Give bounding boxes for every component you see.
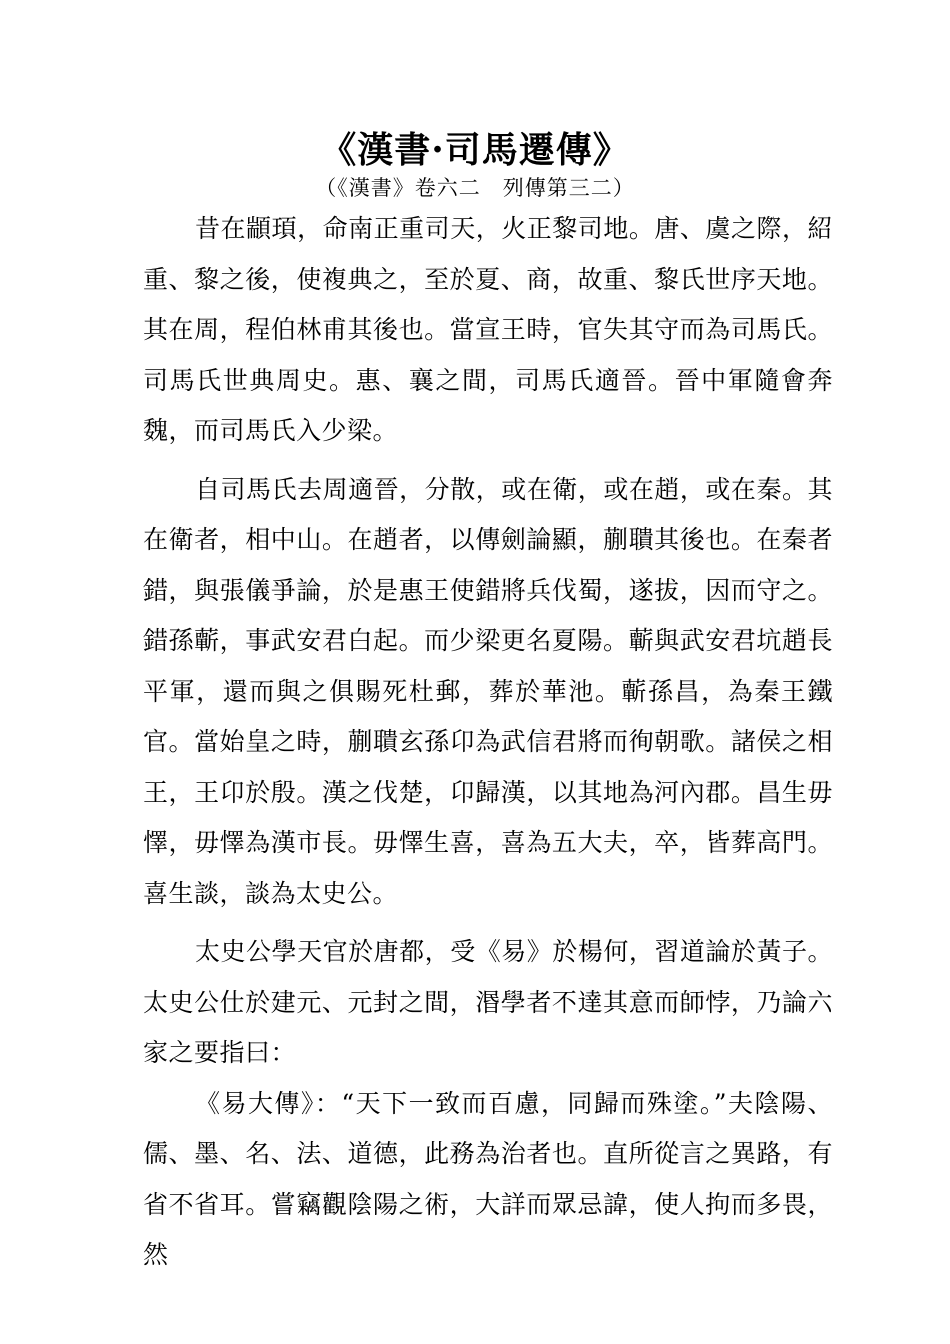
paragraph-2: 自司馬氏去周適晉，分散，或在衛，或在趙，或在秦。其在衛者，相中山。在趙者，以傳劍論顯，蒯聵其後也。在秦者錯，與張儀爭論，於是惠王使錯將兵伐蜀，遂拔，因而守之。錯孫蘄，事武安君白起。而少梁更名夏陽。蘄與武安君坑趙長平軍，還而與之俱賜死杜郵，葬於華池。蘄孫昌，為秦王鐵官。當始皇之時，蒯聵玄孫卬為武信君將而徇朝歌。諸侯之相王，王卬於殷。漢之伐楚，卬歸漢，以其地為河內郡。昌生毋懌，毋懌為漢市長。毋懌生喜，喜為五大夫，卒，皆葬高門。喜生談，談為太史公。 xyxy=(143,474,833,908)
paragraph-4: 《易大傳》：“天下一致而百慮，同歸而殊塗。”夫陰陽、儒、墨、名、法、道德，此務為治者也。直所從言之異路，有省不省耳。嘗竊觀陰陽之術，大詳而眾忌諱，使人拘而多畏，然 xyxy=(143,1088,833,1269)
paragraph-3: 太史公學天官於唐都，受《易》於楊何，習道論於黃子。太史公仕於建元、元封之間，湣學者不達其意而師悖，乃論六家之要指曰： xyxy=(143,937,833,1067)
document-body xyxy=(143,204,833,1281)
document-title: 《漢書·司馬遷傳》 xyxy=(320,129,630,171)
document-subtitle: （《漢書》卷六二 列傳第三二） xyxy=(315,176,635,200)
paragraph-1: 昔在顓頊，命南正重司天，火正黎司地。唐、虞之際，紹重、黎之後，使複典之，至於夏、商，故重、黎氏世序天地。其在周，程伯林甫其後也。當宣王時，官失其守而為司馬氏。司馬氏世典周史。惠、襄之間，司馬氏適晉。晉中軍隨會奔魏，而司馬氏入少梁。 xyxy=(143,214,833,445)
